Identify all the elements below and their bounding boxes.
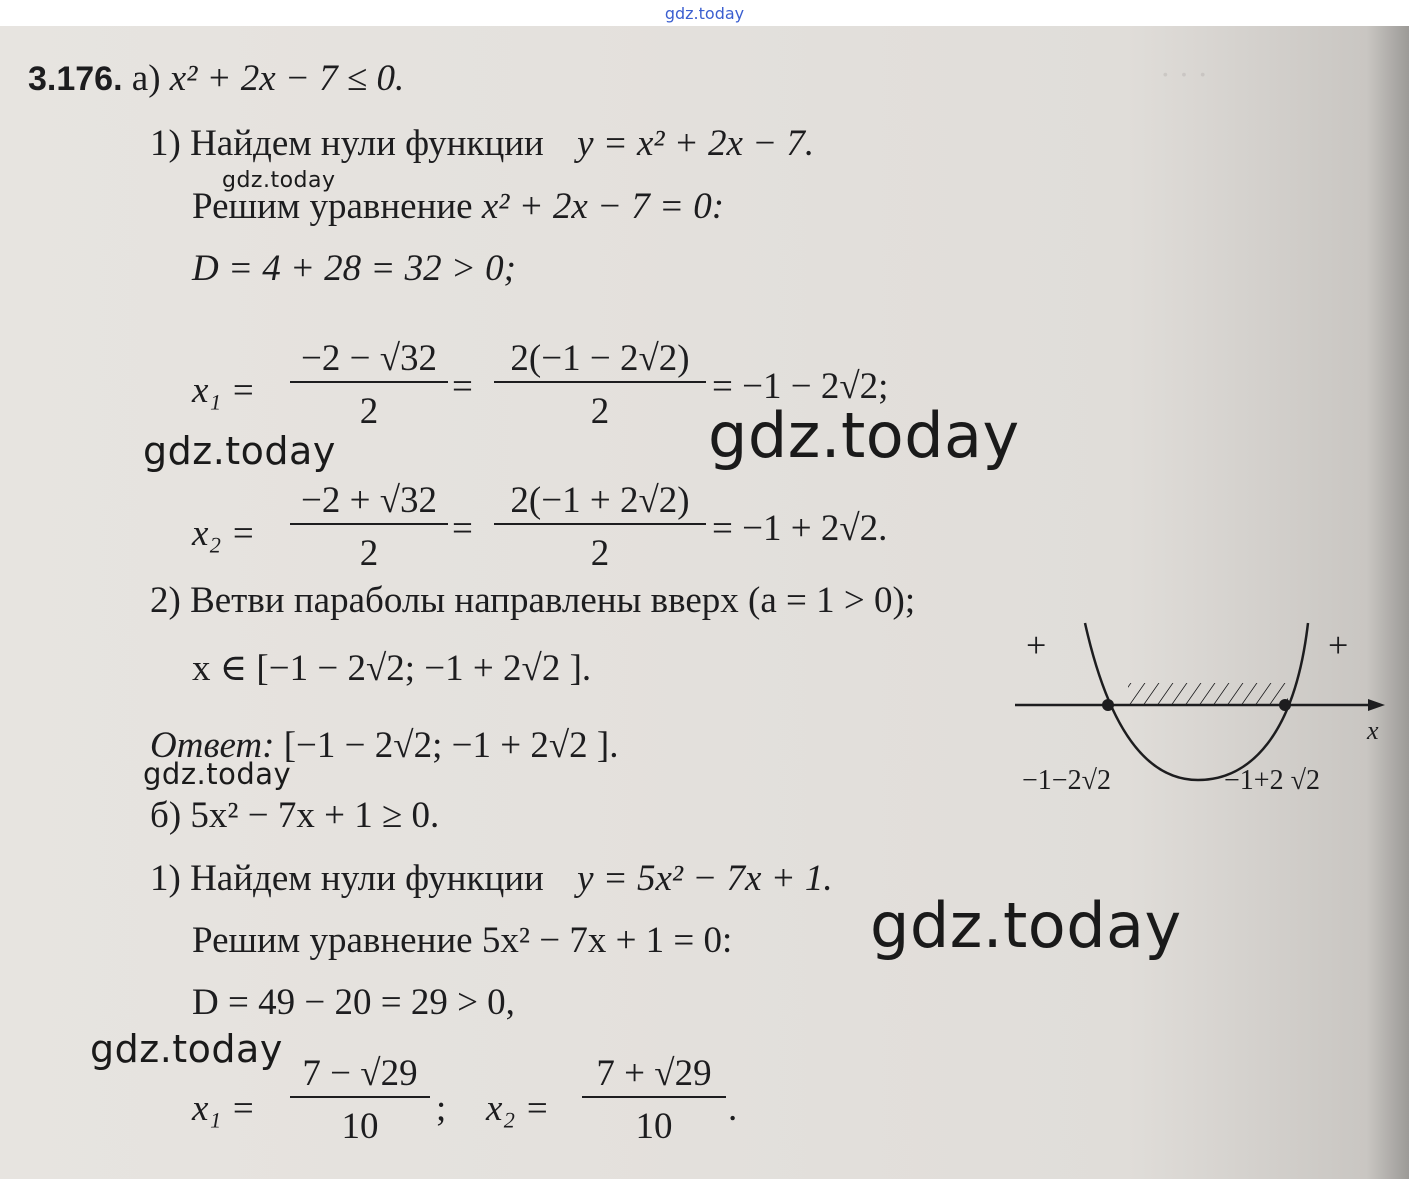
part-b-x2-fraction [582,1055,726,1145]
part-a-x2-label: x₂ = [192,513,256,554]
part-b-x1-fraction [290,1055,430,1145]
problem-number: 3.176. [28,60,123,98]
part-b-step1-function: y = 5x² − 7x + 1. [577,858,833,899]
part-b-x2-numerator: 7 + √29 [596,1053,712,1094]
watermark: gdz.today [708,399,1020,472]
hatched-solution-region [1128,683,1288,705]
part-a-x1-denominator: 2 [359,391,379,432]
part-a-x1-numerator2: 2(−1 − 2√2) [510,338,690,379]
part-b-step1 [150,860,833,897]
part-b-header [150,797,439,834]
part-b-x2-label: x₂ = [486,1088,550,1129]
part-a-x2-fraction2 [494,482,706,572]
part-a-x1-denominator2: 2 [590,391,610,432]
part-a-solve-line [192,188,724,225]
part-b-step1-title: 1) Найдем нули функции [150,858,544,899]
part-a-discriminant: D = 4 + 28 = 32 > 0; [192,248,516,289]
part-a-x1-result: = −1 − 2√2; [712,366,889,407]
part-a-x1-fraction [290,340,448,430]
part-a-step1-title: 1) Найдем нули функции [150,123,544,164]
end-period: . [728,1088,738,1129]
right-root-label: −1+2 √2 [1224,765,1320,796]
part-a-step2: 2) Ветви параболы направлены вверх (a = 1 > 0); [150,580,916,621]
left-root-label: −1−2√2 [1022,765,1111,796]
part-a-x2-denominator2: 2 [590,533,610,574]
part-b-discriminant: D = 49 − 20 = 29 > 0, [192,982,515,1023]
part-a-inequality: x² + 2x − 7 ≤ 0. [169,58,405,99]
part-b-equation: 5x² − 7x + 1 = 0: [481,920,733,961]
part-a-x1-label: x₁ = [192,370,256,411]
part-a-equation: x² + 2x − 7 = 0: [481,186,725,227]
part-a-x2-fraction [290,482,448,572]
watermark: gdz.today [90,1027,283,1071]
answer-label: Ответ: [150,725,275,766]
bleed-through: · · · [1160,56,1208,92]
part-b-x1-denominator: 10 [341,1106,379,1147]
axis-arrow-icon [1368,699,1385,711]
part-a-x1-numerator: −2 − √32 [300,338,438,379]
part-a-x2-denominator: 2 [359,533,379,574]
part-a-x2-numerator: −2 + √32 [300,480,438,521]
part-a-x1-fraction2 [494,340,706,430]
part-b-solve-line [192,922,732,959]
separator: ; [436,1088,447,1129]
watermark: gdz.today [222,168,336,193]
part-a-interval: x ∈ [−1 − 2√2; −1 + 2√2 ]. [192,648,592,689]
plus-left: + [1026,625,1047,665]
parabola-sign-diagram [1010,615,1390,800]
watermark: gdz.today [143,429,336,473]
part-b-x1-label: x₁ = [192,1088,256,1129]
top-watermark: gdz.today [664,4,745,23]
equals-sign: = [452,366,473,407]
part-b-solve-text: Решим уравнение [192,920,473,961]
part-b-x2-denominator: 10 [635,1106,673,1147]
part-b-label: б) [150,795,182,836]
left-root-point [1102,699,1114,711]
right-root-point [1279,699,1291,711]
part-a-x2-result: = −1 + 2√2. [712,508,888,549]
watermark: gdz.today [143,757,292,791]
answer-value: [−1 − 2√2; −1 + 2√2 ]. [283,725,619,766]
axis-label: x [1367,716,1379,745]
part-a-step1 [150,125,814,162]
part-b-x1-numerator: 7 − √29 [302,1053,418,1094]
part-a-x2-numerator2: 2(−1 + 2√2) [510,480,690,521]
equals-sign: = [452,508,473,549]
watermark: gdz.today [870,889,1182,962]
part-a-label: а) [131,58,161,99]
part-a-solve-text: Решим уравнение [192,186,473,227]
part-b-inequality: 5x² − 7x + 1 ≥ 0. [190,795,440,836]
part-a-step1-function: y = x² + 2x − 7. [577,123,815,164]
problem-header [28,60,404,97]
plus-right: + [1328,625,1349,665]
